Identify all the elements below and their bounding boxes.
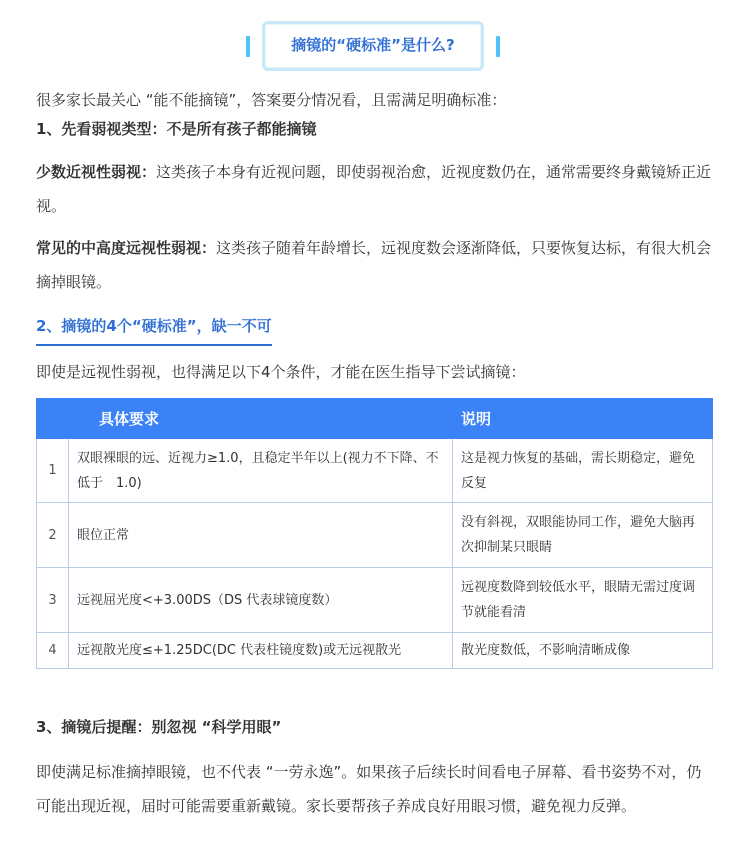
title-left-bar [246, 36, 250, 57]
section2-heading: 2、摘镜的4个“硬标准”，缺一不可 [36, 312, 272, 346]
table-header-req: 具体要求 [69, 399, 453, 439]
table-row [37, 633, 713, 669]
row-desc: 没有斜视，双眼能协同工作，避免大脑再次抑制某只眼睛 [453, 503, 713, 568]
section3-heading: 3、摘镜后提醒：别忽视 “科学用眼” [36, 718, 282, 736]
row-num: 2 [37, 503, 69, 568]
row-req: 双眼裸眼的远、近视力≥1.0，且稳定半年以上(视力不下降、不低于 1.0) [69, 439, 453, 503]
row-desc: 远视度数降到较低水平，眼睛无需过度调节就能看清 [453, 568, 713, 633]
row-num: 3 [37, 568, 69, 633]
intro-text: 很多家长最关心 “能不能摘镜”，答案要分情况看，且需满足明确标准： [36, 91, 507, 109]
row-num: 4 [37, 633, 69, 669]
table-header-desc: 说明 [453, 399, 713, 439]
row-num: 1 [37, 439, 69, 503]
section2-lead: 即使是远视性弱视，也得满足以下4个条件，才能在医生指导下尝试摘镜： [36, 363, 526, 381]
section1-heading: 1、先看弱视类型：不是所有孩子都能摘镜 [36, 120, 317, 138]
para1-label: 少数近视性弱视： [36, 163, 157, 181]
row-desc: 散光度数低，不影响清晰成像 [453, 633, 713, 669]
table-row [37, 568, 713, 633]
row-req: 远视散光度≤+1.25DC(DC 代表柱镜度数)或无远视散光 [69, 633, 453, 669]
row-req: 眼位正常 [69, 503, 453, 568]
para2-text: 这类孩子随着年龄增长，远视度数会逐渐降低，只要恢复达标，有很大机会摘掉眼镜。 [36, 239, 712, 291]
criteria-table [36, 398, 713, 669]
section1-para2 [36, 231, 716, 299]
section3-text: 即使满足标准摘掉眼镜，也不代表 “一劳永逸”。如果孩子后续长时间看电子屏幕、看书姿势不对，仍可能出现近视，届时可能需要重新戴镜。家长要帮孩子养成良好用眼习惯，避免视力反弹。 [36, 763, 702, 815]
title-right-bar [496, 36, 500, 57]
row-req: 远视屈光度<+3.00DS（DS 代表球镜度数） [69, 568, 453, 633]
page-title: 摘镜的“硬标准”是什么? [291, 36, 455, 54]
table-row [37, 503, 713, 568]
table-header-row [37, 399, 713, 439]
para1-text: 这类孩子本身有近视问题，即使弱视治愈，近视度数仍在，通常需要终身戴镜矫正近视。 [36, 163, 712, 215]
para2-label: 常见的中高度远视性弱视： [36, 239, 217, 257]
title-box [262, 21, 484, 71]
section1-para1 [36, 155, 716, 223]
table-row [37, 439, 713, 503]
table-header-num [37, 399, 69, 439]
row-desc: 这是视力恢复的基础，需长期稳定，避免反复 [453, 439, 713, 503]
